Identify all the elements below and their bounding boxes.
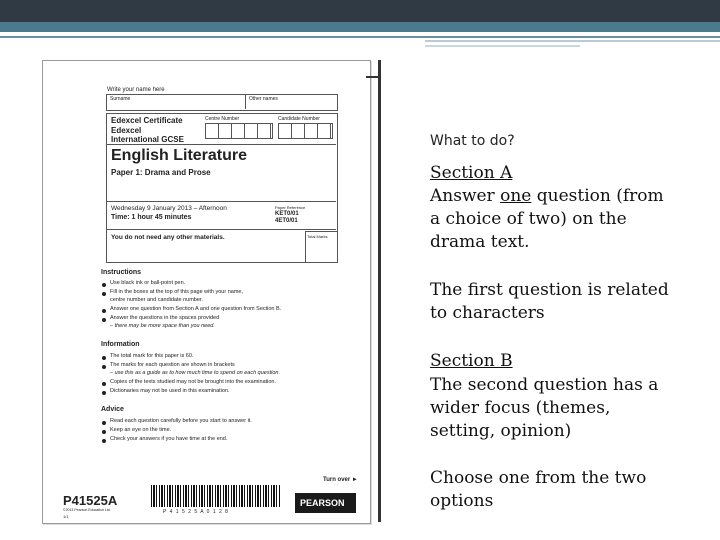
rule <box>106 229 336 230</box>
exam-paper-image <box>42 60 371 524</box>
advice-title: Advice <box>101 406 124 413</box>
first-question-line: The first question is related <box>430 280 669 300</box>
instruction-line: Answer one question from Section A and one question from Section B. <box>110 306 282 312</box>
divider-line <box>425 40 720 42</box>
barcode-digits: P 4 1 5 2 5 A 0 1 2 8 <box>163 509 229 515</box>
candidate-number-label: Candidate Number <box>278 116 320 122</box>
write-name-label: Write your name here <box>107 87 165 93</box>
instruction-line: Answer the questions in the spaces provided <box>110 315 220 321</box>
publisher-logo-text: PEARSON <box>300 498 345 508</box>
copyright: ©2013 Pearson Education Ltd. <box>63 508 111 512</box>
instruction-line: Use black ink or ball-point pen. <box>110 280 186 286</box>
information-line: Copies of the texts studied may not be brought into the examination. <box>110 379 277 385</box>
instructions-title: Instructions <box>101 269 142 276</box>
section-a-line: drama text. <box>430 232 530 252</box>
choose-line: options <box>430 491 494 511</box>
other-names-label: Other names <box>249 96 278 102</box>
information-line: Dictionaries may not be used in this examination. <box>110 388 230 394</box>
text-span: Answer <box>430 186 501 206</box>
name-divider <box>245 94 246 109</box>
instruction-line: – there may be more space than you need. <box>110 323 215 329</box>
information-line: The marks for each question are shown in brackets <box>110 362 235 368</box>
name-box <box>106 94 338 111</box>
section-a-line <box>430 185 664 208</box>
surname-label: Surname <box>110 96 131 102</box>
subject-title: English Literature <box>111 147 248 164</box>
section-b-title: Section B <box>430 351 513 371</box>
section-a-line: a choice of two) on the <box>430 209 627 229</box>
centre-number-boxes <box>205 123 273 139</box>
section-b-line: setting, opinion) <box>430 421 572 441</box>
paper-edge <box>378 60 381 522</box>
paper-edge <box>366 76 380 78</box>
cert-label: Edexcel <box>111 126 142 135</box>
advice-line: Read each question carefully before you start to answer it. <box>110 418 252 424</box>
information-line: – use this as a guide as to how much time to spend on each question. <box>110 370 280 376</box>
choose-line: Choose one from the two <box>430 468 647 488</box>
centre-number-label: Centre Number <box>205 116 240 122</box>
first-question-line: to characters <box>430 303 545 323</box>
barcode <box>151 485 281 507</box>
exam-date: Wednesday 9 January 2013 – Afternoon <box>111 205 227 212</box>
candidate-number-boxes <box>278 123 333 139</box>
rule <box>106 201 336 202</box>
text-span-underlined: one <box>500 186 532 206</box>
title-bar <box>0 0 720 22</box>
exam-time: Time: 1 hour 45 minutes <box>111 214 192 221</box>
cert-label: Edexcel Certificate <box>111 116 183 125</box>
instruction-line: centre number and candidate number. <box>110 297 203 303</box>
paper-ref-label: Paper Reference <box>275 205 306 210</box>
copyright: 1/1 <box>63 514 69 519</box>
advice-line: Keep an eye on the time. <box>110 427 172 433</box>
instruction-line: Fill in the boxes at the top of this page with your name, <box>110 289 243 295</box>
rule <box>106 144 336 145</box>
text-span: question (from <box>531 186 664 206</box>
section-a-title: Section A <box>430 163 513 183</box>
cert-label: International GCSE <box>111 135 184 144</box>
information-line: The total mark for this paper is 60. <box>110 353 194 359</box>
total-marks-label: Total Marks <box>307 234 328 239</box>
paper-ref: 4ET0/01 <box>275 218 298 224</box>
information-title: Information <box>101 341 140 348</box>
divider-line <box>425 45 580 47</box>
accent-bar <box>0 22 720 32</box>
section-b-line: The second question has a <box>430 375 659 395</box>
divider-line <box>0 36 720 38</box>
materials-note: You do not need any other materials. <box>111 234 225 241</box>
turn-over-label: Turn over ► <box>323 477 358 483</box>
section-b-line: wider focus (themes, <box>430 398 611 418</box>
paper-name: Paper 1: Drama and Prose <box>111 168 211 177</box>
paper-code: P41525A <box>63 493 118 508</box>
slide-heading: What to do? <box>430 133 515 149</box>
paper-ref: KET0/01 <box>275 211 299 217</box>
advice-line: Check your answers if you have time at the end. <box>110 436 228 442</box>
